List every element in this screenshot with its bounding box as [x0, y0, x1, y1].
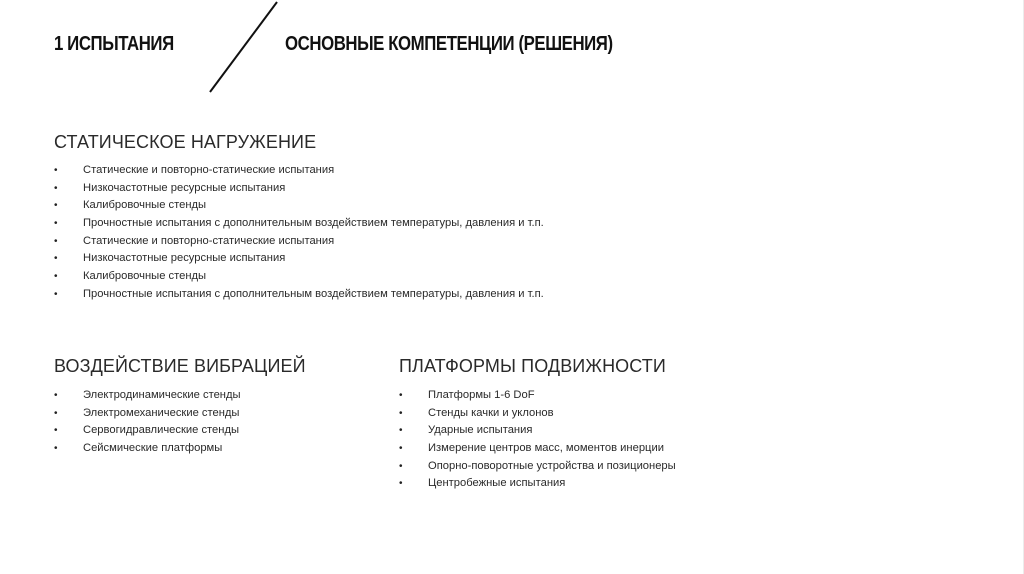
list-item-text: Стенды качки и уклонов — [428, 406, 554, 419]
bullet-icon: • — [54, 443, 58, 455]
bullet-icon: • — [54, 182, 58, 194]
list-item — [54, 387, 241, 405]
list-item — [399, 440, 676, 458]
list-item — [54, 405, 241, 423]
list-item-text: Калибровочные стенды — [83, 199, 207, 212]
list-item — [54, 440, 241, 458]
bullet-icon: • — [399, 425, 403, 437]
list-item-text: Центробежные испытания — [428, 477, 566, 490]
bullet-icon: • — [54, 200, 58, 212]
list-item-text: Статические и повторно-статические испытания — [83, 164, 335, 176]
bullet-icon: • — [54, 165, 58, 176]
list-item-text: Прочностные испытания с дополнительным воздействием температуры, давления и т.п. — [83, 287, 544, 300]
vibration-title: ВОЗДЕЙСТВИЕ ВИБРАЦИЕЙ — [54, 356, 306, 376]
list-item — [54, 233, 544, 251]
list-item — [399, 475, 676, 493]
bullet-icon: • — [399, 478, 403, 490]
list-item — [54, 215, 544, 233]
list-item-text: Электродинамические стенды — [83, 389, 241, 401]
mobility-platforms-list — [399, 387, 676, 493]
header-right-title: ОСНОВНЫЕ КОМПЕТЕНЦИИ (РЕШЕНИЯ) — [285, 33, 613, 55]
list-item-text: Низкочастотные ресурсные испытания — [83, 252, 286, 265]
mobility-platforms-title: ПЛАТФОРМЫ ПОДВИЖНОСТИ — [399, 356, 666, 376]
vibration-list — [54, 387, 241, 458]
list-item — [399, 405, 676, 423]
bullet-icon: • — [54, 288, 58, 300]
bullet-icon: • — [399, 390, 403, 401]
bullet-icon: • — [54, 390, 58, 401]
list-item — [54, 268, 544, 286]
static-loading-list — [54, 162, 544, 304]
bullet-icon: • — [54, 253, 58, 265]
list-item-text: Ударные испытания — [428, 424, 533, 437]
header-left-title: 1 ИСПЫТАНИЯ — [54, 33, 174, 55]
bullet-icon: • — [399, 460, 403, 472]
list-item-text: Сервогидравлические стенды — [83, 424, 240, 437]
bullet-icon: • — [399, 407, 403, 419]
list-item-text: Измерение центров масс, моментов инерции — [428, 442, 664, 455]
bullet-icon: • — [54, 407, 58, 419]
list-item-text: Прочностные испытания с дополнительным воздействием температуры, давления и т.п. — [83, 217, 544, 230]
bullet-icon: • — [399, 443, 403, 455]
list-item-text: Статические и повторно-статические испытания — [83, 234, 335, 247]
list-item — [54, 422, 241, 440]
list-item-text: Калибровочные стенды — [83, 270, 207, 283]
bullet-icon: • — [54, 218, 58, 230]
list-item-text: Низкочастотные ресурсные испытания — [83, 181, 286, 194]
list-item — [54, 180, 544, 198]
list-item-text: Сейсмические платформы — [83, 442, 223, 455]
list-item — [54, 197, 544, 215]
list-item — [54, 162, 544, 180]
list-item — [54, 250, 544, 268]
bullet-icon: • — [54, 271, 58, 283]
bullet-icon: • — [54, 235, 58, 247]
list-item-text: Платформы 1-6 DoF — [428, 389, 535, 401]
list-item-text: Электромеханические стенды — [83, 406, 240, 419]
list-item — [399, 458, 676, 476]
list-item — [399, 387, 676, 405]
list-item-text: Опорно-поворотные устройства и позиционеры — [428, 459, 676, 472]
static-loading-title: СТАТИЧЕСКОЕ НАГРУЖЕНИЕ — [54, 132, 317, 152]
list-item — [399, 422, 676, 440]
list-item — [54, 286, 544, 304]
bullet-icon: • — [54, 425, 58, 437]
